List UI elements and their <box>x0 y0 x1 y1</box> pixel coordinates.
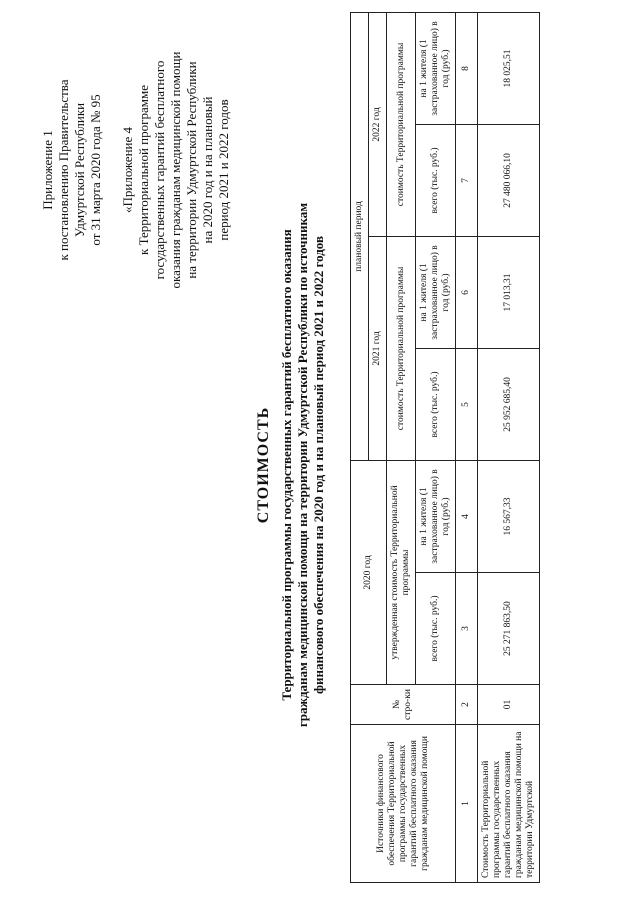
cell-total-2021: 25 952 685,40 <box>478 348 540 460</box>
appendix-block <box>40 25 232 315</box>
appendix-line: к постановлению Правительства <box>56 79 71 261</box>
appendix-line: «Приложение 4 <box>120 126 135 214</box>
header-2022: 2022 год <box>369 12 387 236</box>
cost-table <box>350 12 540 883</box>
header-planned-period: плановый период <box>351 12 369 460</box>
column-number: 1 <box>456 725 478 883</box>
header-approved-cost: утвержденная стоимость Территориальной программы <box>387 460 416 684</box>
header-source: Источники финансового обеспечения Территориальной программы государственных гарантий бесплатного оказания гражданам медицинской помощи <box>351 725 456 883</box>
header-total: всего (тыс. руб.) <box>416 124 456 236</box>
cell-total-2022: 27 480 066,10 <box>478 124 540 236</box>
cell-rownum: 01 <box>478 685 540 725</box>
column-number: 4 <box>456 460 478 572</box>
appendix-line: оказания гражданам медицинской помощи <box>168 51 183 289</box>
header-2020: 2020 год <box>351 460 387 684</box>
column-number: 8 <box>456 12 478 124</box>
title-line: Территориальной программы государственных гарантий бесплатного оказания <box>279 229 294 701</box>
header-row <box>351 12 369 882</box>
cell-per-capita-2020: 16 567,33 <box>478 460 540 572</box>
cell-per-capita-2021: 17 013,31 <box>478 236 540 348</box>
appendix-line: к Территориальной программе <box>136 85 151 255</box>
appendix-line: Удмуртской Республики <box>72 102 87 238</box>
appendix-line: на территории Удмуртской Республики <box>184 61 199 279</box>
title-line: финансового обеспечения на 2020 год и на плановый период 2021 и 2022 годов <box>311 236 326 695</box>
appendix-line: от 31 марта 2020 года № 95 <box>88 94 103 246</box>
column-number: 6 <box>456 236 478 348</box>
header-cost-2021: стоимость Территориальной программы <box>387 236 416 460</box>
cell-source: Стоимость Территориальной программы государственных гарантий бесплатного оказания гражданам медицинской помощи на территории Удмуртской <box>478 725 540 883</box>
appendix-line: государственных гарантий бесплатного <box>152 60 167 280</box>
appendix-line: период 2021 и 2022 годов <box>216 99 231 241</box>
column-number-row <box>456 12 478 882</box>
header-per-capita: на 1 жителя (1 застрахованное лицо) в год (руб.) <box>416 12 456 124</box>
column-number: 5 <box>456 348 478 460</box>
header-2021: 2021 год <box>369 236 387 460</box>
appendix-gap <box>104 25 120 315</box>
title-main: СТОИМОСТЬ <box>255 406 272 524</box>
header-cost-2022: стоимость Территориальной программы <box>387 12 416 236</box>
column-number: 3 <box>456 573 478 685</box>
column-number: 2 <box>456 685 478 725</box>
appendix-line: Приложение 1 <box>40 130 55 210</box>
cell-per-capita-2022: 18 025,51 <box>478 12 540 124</box>
document-title <box>255 105 327 825</box>
header-total: всего (тыс. руб.) <box>416 348 456 460</box>
table-row <box>478 12 540 882</box>
column-number: 7 <box>456 124 478 236</box>
cell-total-2020: 25 271 863,50 <box>478 573 540 685</box>
title-line: гражданам медицинской помощи на территории Удмуртской Республики по источникам <box>295 202 310 728</box>
header-total: всего (тыс. руб.) <box>416 573 456 685</box>
header-rownum: № стро-ки <box>351 685 456 725</box>
appendix-line: на 2020 год и на плановый <box>200 96 215 244</box>
header-per-capita: на 1 жителя (1 застрахованное лицо) в год (руб.) <box>416 460 456 572</box>
header-per-capita: на 1 жителя (1 застрахованное лицо) в год (руб.) <box>416 236 456 348</box>
